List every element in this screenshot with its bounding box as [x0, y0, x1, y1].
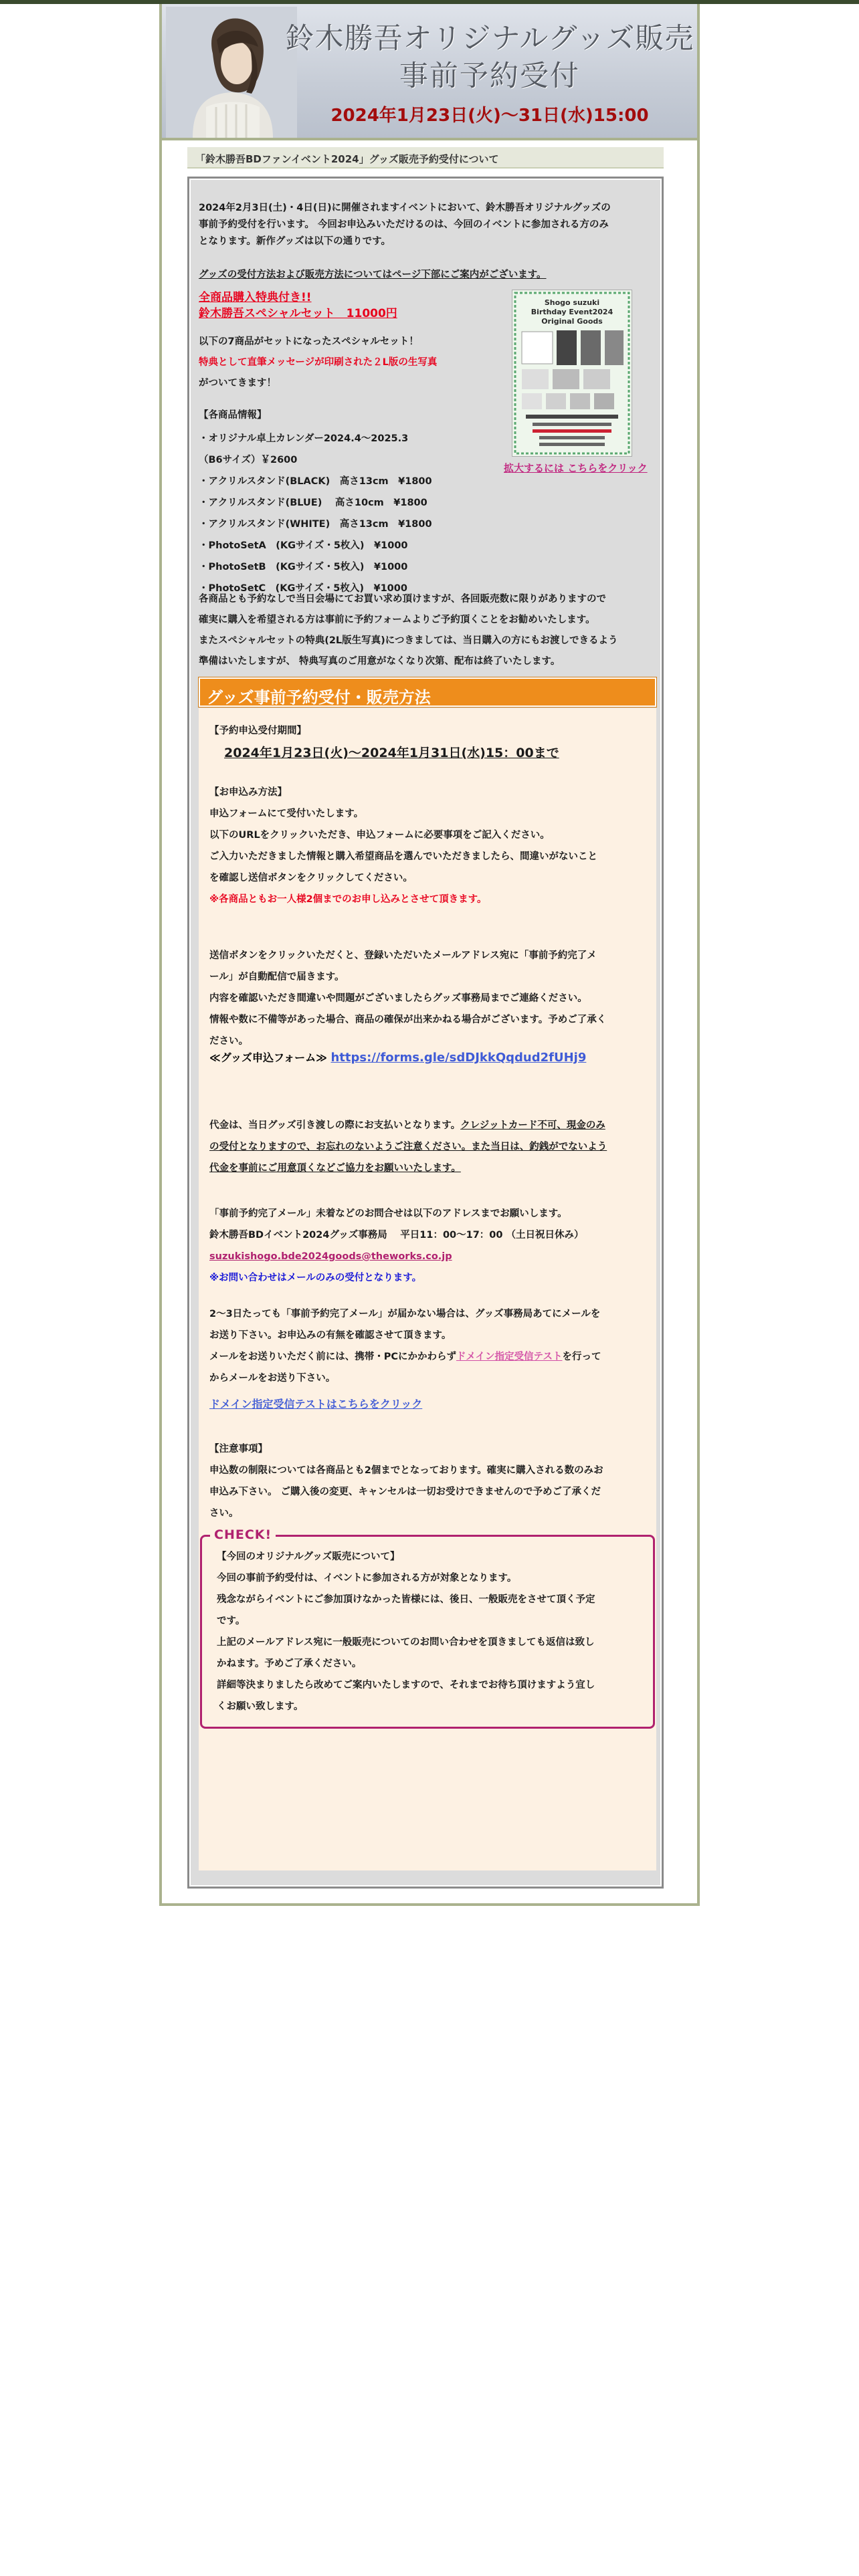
product-list: [199, 407, 493, 599]
product-item: ・アクリルスタンド(BLACK) 高さ13cm ¥1800: [199, 476, 432, 487]
send-info: [209, 945, 646, 1052]
nomail-line2: お送り下さい。お申込みの有無を確認させて頂きます。: [209, 1330, 452, 1341]
how-line: 申込フォームにて受付いたします。: [209, 809, 364, 819]
flyer-title-2: Birthday Event2024: [531, 308, 613, 316]
send-line: ださい。: [209, 1036, 248, 1047]
caution-label: 【注意事項】: [209, 1444, 268, 1455]
promo-title-line1: 全商品購入特典付き!!: [199, 291, 312, 304]
flyer-zoom-link[interactable]: 拡大するには こちらをクリック: [504, 462, 648, 474]
product-item: ・PhotoSetC (KGサイズ・5枚入) ¥1000: [199, 583, 407, 594]
form-prefix: ≪グッズ申込フォーム≫: [209, 1051, 331, 1064]
flyer-title-3: Original Goods: [541, 317, 603, 326]
check-line: 詳細等決まりましたら改めてご案内いたしますので、それまでお待ち頂けますよう宜し: [217, 1680, 595, 1691]
send-line: 内容を確認いただき間違いや問題がございましたらグッズ事務局までご連絡ください。: [209, 993, 587, 1004]
check-line: です。: [217, 1616, 246, 1626]
bonus-text: 特典として直筆メッセージが印刷された２L版の生写真: [199, 357, 438, 368]
product-item: ・PhotoSetA (KGサイズ・5枚入) ¥1000: [199, 540, 408, 551]
no-mail-info: [209, 1303, 646, 1389]
check-line: 【今回のオリジナルグッズ販売について】: [217, 1551, 400, 1562]
notes-text: [199, 589, 656, 672]
domain-test-link[interactable]: ドメイン指定受信テストはこちらをクリック: [209, 1398, 423, 1410]
portrait-image: [166, 7, 297, 138]
flyer-thumbnail[interactable]: [512, 290, 632, 457]
check-line: 上記のメールアドレス宛に一般販売についてのお問い合わせを頂きましても返信は致し: [217, 1637, 595, 1648]
form-line: [209, 1049, 646, 1065]
caution-line: さい。: [209, 1508, 239, 1519]
content-panel: [187, 177, 664, 1889]
contact-email-link[interactable]: suzukishogo.bde2024goods@theworks.co.jp: [209, 1251, 452, 1262]
section-body: [199, 708, 656, 1870]
flyer-image: [512, 290, 632, 456]
how-line: を確認し送信ボタンをクリックしてください。: [209, 873, 413, 883]
product-item: ・アクリルスタンド(WHITE) 高さ13cm ¥1800: [199, 519, 432, 530]
intro-line: となります。新作グッズは以下の通りです。: [199, 236, 391, 247]
check-label: CHECK!: [210, 1527, 276, 1542]
intro-text: [199, 200, 656, 250]
check-line: 残念ながらイベントにご参加頂けなかった皆様には、後日、一般販売をさせて頂く予定: [217, 1594, 595, 1605]
bonus-tail: がついてきます！: [199, 378, 276, 389]
page-frame: [159, 4, 700, 1906]
guide-note: グッズの受付方法および販売方法についてはページ下部にご案内がございます。: [199, 270, 547, 280]
limit-note: ※各商品ともお一人様2個までのお申し込みとさせて頂きます。: [209, 894, 487, 905]
header-title-line1: 鈴木勝吾オリジナルグッズ販売: [285, 22, 694, 56]
domain-test-inline-link[interactable]: ドメイン指定受信テスト: [456, 1352, 563, 1362]
contact-info: [209, 1203, 646, 1289]
product-item: ・アクリルスタンド(BLUE) 高さ10cm ¥1800: [199, 498, 427, 508]
header-period: 2024年1月23日(火)〜31日(水)15:00: [330, 106, 649, 126]
caution-info: [209, 1438, 646, 1524]
promo-block: [199, 290, 493, 392]
period-label: 【予約申込受付期間】: [209, 726, 306, 736]
notes-line: 各商品とも予約なしで当日会場にてお買い求め頂けますが、各回販売数に限りがありますので: [199, 594, 606, 605]
payment-info: [209, 1115, 646, 1179]
products-heading: 【各商品情報】: [199, 410, 267, 421]
notes-line: 確実に購入を希望される方は事前に予約フォームよりご予約頂くことをお勧めいたします。: [199, 615, 595, 625]
contact-line1: 「事前予約完了メール」未着などのお問合せは以下のアドレスまでお願いします。: [209, 1208, 567, 1219]
flyer-title-1: Shogo suzuki: [544, 298, 600, 307]
pay-line3: 代金を事前にご用意頂くなどご協力をお願いいたします。: [209, 1163, 461, 1174]
caution-line: 申込数の制限については各商品とも2個までとなっております。確実に購入される数のみお: [209, 1465, 603, 1476]
contact-note: ※お問い合わせはメールのみの受付となります。: [209, 1273, 422, 1283]
section-heading: グッズ事前予約受付・販売方法: [199, 677, 656, 707]
caution-line: 申込み下さい。 ご購入後の変更、キャンセルは一切お受けできませんので予めご了承くだ: [209, 1487, 601, 1497]
set-description: 以下の7商品がセットになったスペシャルセット！: [199, 336, 419, 347]
send-line: ール」が自動配信で届きます。: [209, 972, 345, 982]
check-line: くお願い致します。: [217, 1701, 304, 1712]
how-label: 【お申込み方法】: [209, 787, 287, 798]
header-title-line2: 事前予約受付: [399, 60, 580, 93]
header-banner: [162, 4, 697, 140]
check-text: [217, 1546, 645, 1717]
contact-line2: 鈴木勝吾BDイベント2024グッズ事務局 平日11：00〜17：00 （土日祝日休み）: [209, 1230, 584, 1241]
breadcrumb: 「鈴木勝吾BDファンイベント2024」グッズ販売予約受付について: [187, 147, 664, 169]
product-item: （B6サイズ）￥2600: [199, 455, 298, 465]
pay-line1-plain: 代金は、当日グッズ引き渡しの際にお支払いとなります。: [209, 1120, 461, 1131]
intro-line: 事前予約受付を行います。 今回お申込みいただけるのは、今回のイベントに参加される方のみ: [199, 219, 609, 230]
nomail-line1: 2〜3日たっても「事前予約完了メール」が届かない場合は、グッズ事務局あてにメールを: [209, 1309, 601, 1319]
how-line: 以下のURLをクリックいただき、申込フォームに必要事項をご記入ください。: [209, 830, 550, 841]
check-line: かねます。予めご了承ください。: [217, 1658, 362, 1669]
pay-line2: の受付となりますので、お忘れのないようご注意ください。また当日は、釣銭がでないよう: [209, 1142, 607, 1152]
nomail-line3-post: を行って: [562, 1352, 601, 1362]
nomail-line3: [209, 1346, 646, 1368]
intro-line: 2024年2月3日(土)・4日(日)に開催されますイベントにおいて、鈴木勝吾オリジナルグッズの: [199, 203, 611, 213]
pay-line1-underlined: クレジットカード不可、現金のみ: [460, 1120, 605, 1131]
how-line: ご入力いただきました情報と購入希望商品を選んでいただきましたら、間違いがないこと: [209, 851, 597, 862]
product-item: ・オリジナル卓上カレンダー2024.4〜2025.3: [199, 433, 409, 444]
notes-line: 準備はいたしますが、 特典写真のご用意がなくなり次第、配布は終了いたします。: [199, 656, 561, 667]
check-line: 今回の事前予約受付は、イベントに参加される方が対象となります。: [217, 1573, 517, 1584]
send-line: 情報や数に不備等があった場合、商品の確保が出来かねる場合がございます。予めご了承く: [209, 1014, 607, 1025]
period-value: 2024年1月23日(火)〜2024年1月31日(水)15：00まで: [224, 746, 559, 760]
promo-title-line2: 鈴木勝吾スペシャルセット 11000円: [199, 307, 397, 320]
send-line: 送信ボタンをクリックいただくと、登録いただいたメールアドレス宛に「事前予約完了メ: [209, 950, 597, 961]
nomail-line4: からメールをお送り下さい。: [209, 1373, 336, 1384]
form-url-link[interactable]: https://forms.gle/sdDJkkQqdud2fUHj9: [330, 1051, 587, 1065]
notes-line: またスペシャルセットの特典(2L版生写真)につきましては、当日購入の方にもお渡しできるよう: [199, 635, 618, 646]
check-box: [200, 1527, 655, 1729]
product-item: ・PhotoSetB (KGサイズ・5枚入) ¥1000: [199, 562, 408, 572]
nomail-line3-pre: メールをお送りいただく前には、携帯・PCにかかわらず: [209, 1352, 456, 1362]
pay-line1: [209, 1115, 646, 1136]
apply-method: [209, 782, 646, 910]
